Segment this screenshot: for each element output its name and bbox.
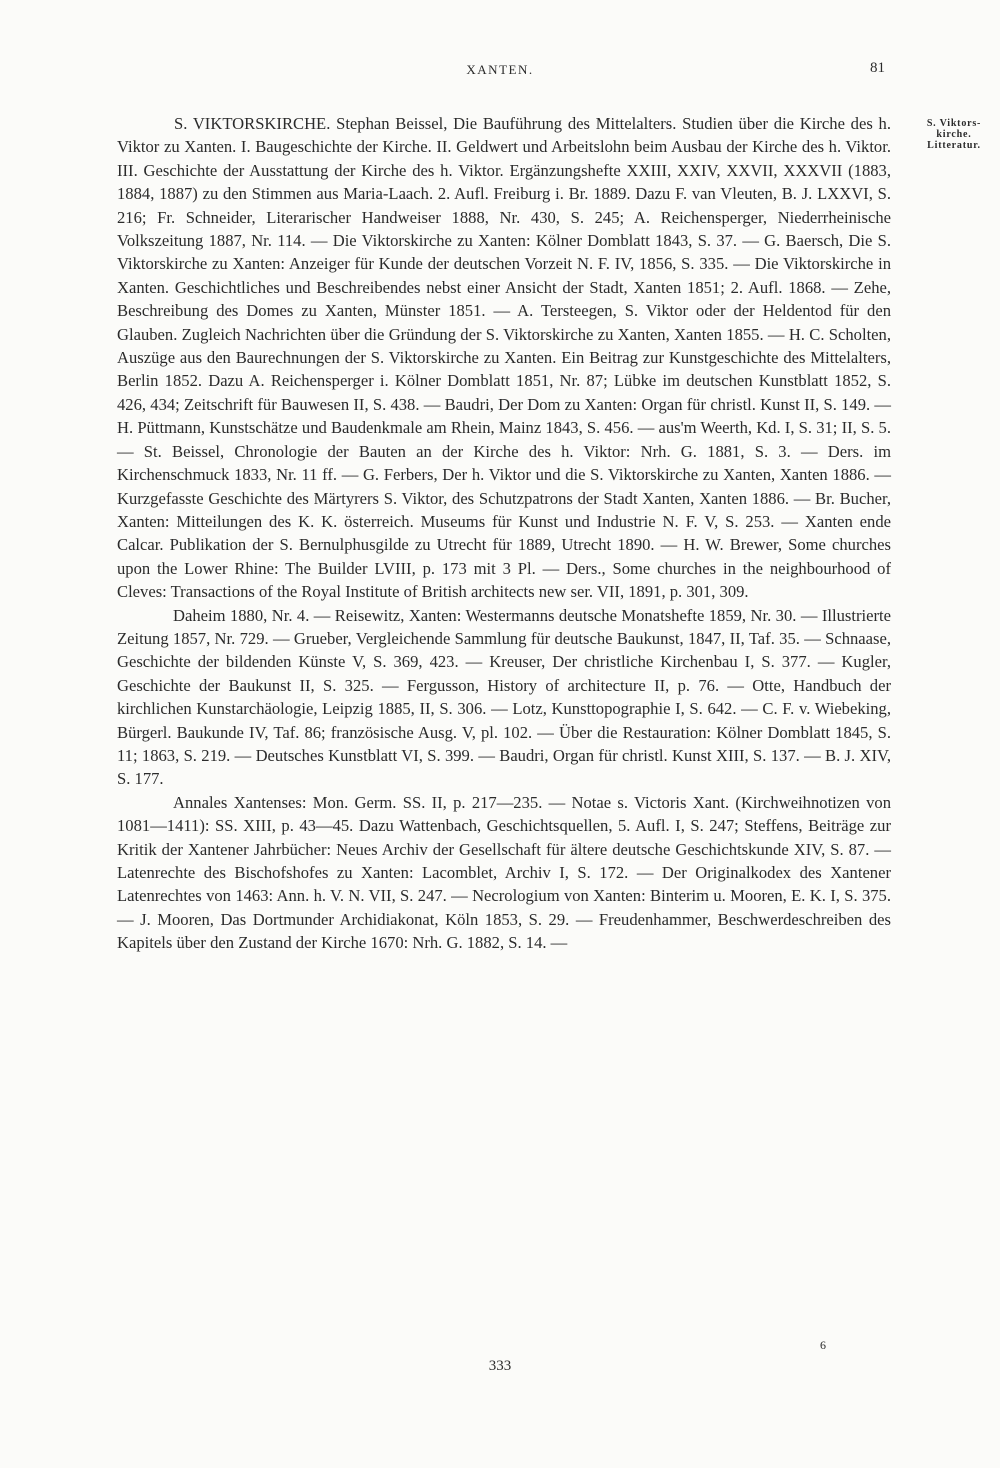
- paragraph: Annales Xantenses: Mon. Germ. SS. II, p. 217—235. — Notae s. Victoris Xant. (Kirchweihnotizen von 1081—1411): SS. XIII, p. 43—45. Dazu Wattenbach, Geschichtsquellen, 5. Aufl. I, S. 247; Steffens, Beiträge zur Kritik der Xantener Jahrbücher: Neues Archiv der Gesellschaft für ältere deutsche Geschichtskunde XIV, S. 87. — Latenrechte des Bischofshofes zu Xanten: Lacomblet, Archiv I, S. 172. — Der Originalkodex des Xantener Latenrechtes von 1463: Ann. h. V. N. VII, S. 247. — Necrologium von Xanten: Binterim u. Mooren, E. K. I, S. 375. — J. Mooren, Das Dortmunder Archidiakonat, Köln 1853, S. 29. — Freudenhammer, Beschwerdeschreiben des Kapitels über den Zustand der Kirche 1670: Nrh. G. 1882, S. 14. —: [117, 792, 891, 953]
- margin-note: [908, 118, 1000, 151]
- footer-page-number: 333: [488, 1358, 512, 1374]
- paragraph: S. VIKTORSKIRCHE. Stephan Beissel, Die Bauführung des Mittelalters. Studien über die Kirche des h. Viktor zu Xanten. I. Baugeschichte der Kirche. II. Geldwert und Arbeitslohn beim Ausbau der Kirche des h. Viktor. III. Geschichte der Ausstattung der Kirche des h. Viktor. Ergänzungshefte XXIII, XXIV, XXVII, XXXVII (1883, 1884, 1887) zu den Stimmen aus Maria-Laach. 2. Aufl. Freiburg i. Br. 1889. Dazu F. van Vleuten, B. J. LXXVI, S. 216; Fr. Schneider, Literarischer Handweiser 1888, Nr. 430, S. 245; A. Reichensperger, Niederrheinische Volkszeitung 1887, Nr. 114. — Die Viktorskirche zu Xanten: Kölner Domblatt 1843, S. 37. — G. Baersch, Die S. Viktorskirche zu Xanten: Anzeiger für Kunde der deutschen Vorzeit N. F. IV, 1856, S. 335. — Die Viktorskirche in Xanten. Geschichtliches und Beschreibendes nebst einer Ansicht der Stadt, Xanten 1851; 2. Aufl. 1868. — Zehe, Beschreibung des Domes zu Xanten, Münster 1851. — A. Tersteegen, S. Viktor oder der Heldentod für den Glauben. Zugleich Nachrichten über die Gründung der S. Viktorskirche zu Xanten, Xanten 1855. — H. C. Scholten, Auszüge aus den Baurechnungen der S. Viktorskirche zu Xanten. Ein Beitrag zur Kunstgeschichte des Mittelalters, Berlin 1852. Dazu A. Reichensperger i. Kölner Domblatt 1851, Nr. 87; Lübke im deutschen Kunstblatt 1852, S. 426, 434; Zeitschrift für Bauwesen II, S. 438. — Baudri, Der Dom zu Xanten: Organ für christl. Kunst II, S. 149. — H. Püttmann, Kunstschätze und Baudenkmale am Rhein, Mainz 1843, S. 456. — aus'm Weerth, Kd. I, S. 31; II, S. 5. — St. Beissel, Chronologie der Bauten an der Kirche des h. Viktor: Nrh. G. 1881, S. 3. — Ders. im Kirchenschmuck 1833, Nr. 11 ff. — G. Ferbers, Der h. Viktor und die S. Viktorskirche zu Xanten, Xanten 1886. — Kurzgefasste Geschichte des Märtyrers S. Viktor, des Schutzpatrons der Stadt Xanten, Xanten 1886. — Br. Bucher, Xanten: Mitteilungen des K. K. österreich. Museums für Kunst und Industrie N. F. V, S. 253. — Xanten ende Calcar. Publikation der S. Bernulphusgilde zu Utrecht für 1889, Utrecht 1890. — H. W. Brewer, Some churches upon the Lower Rhine: The Builder LVIII, p. 173 mit 3 Pl. — Ders., Some churches in the neighbourhood of Cleves: Transactions of the Royal Institute of British architects new ser. VII, 1891, p. 301, 309.: [117, 114, 891, 602]
- paragraph: Daheim 1880, Nr. 4. — Reisewitz, Xanten: Westermanns deutsche Monatshefte 1859, Nr. 30. — Illustrierte Zeitung 1857, Nr. 729. — Grueber, Vergleichende Sammlung für deutsche Baukunst, 1847, II, Taf. 35. — Schnaase, Geschichte der bildenden Künste V, S. 369, 423. — Kreuser, Der christliche Kirchenbau I, S. 377. — Kugler, Geschichte der Baukunst II, S. 325. — Fergusson, History of architecture II, p. 76. — Otte, Handbuch der kirchlichen Kunstarchäologie, Leipzig 1885, II, S. 306. — Lotz, Kunsttopographie I, S. 642. — C. F. v. Wiebeking, Bürgerl. Baukunde IV, Taf. 86; französische Ausg. V, pl. 102. — Über die Restauration: Kölner Domblatt 1845, S. 11; 1863, S. 219. — Deutsches Kunstblatt VI, S. 399. — Baudri, Organ für christl. Kunst XIII, S. 137. — B. J. XIV, S. 177.: [117, 605, 891, 789]
- margin-note-line: S. Viktors-: [926, 118, 982, 129]
- margin-note-line: Litteratur.: [927, 140, 981, 151]
- page-number: 81: [870, 60, 885, 76]
- signature-mark: 6: [820, 1338, 826, 1352]
- body-text: [117, 112, 891, 955]
- running-header-title: XANTEN.: [466, 62, 534, 77]
- margin-note-line: kirche.: [936, 129, 972, 140]
